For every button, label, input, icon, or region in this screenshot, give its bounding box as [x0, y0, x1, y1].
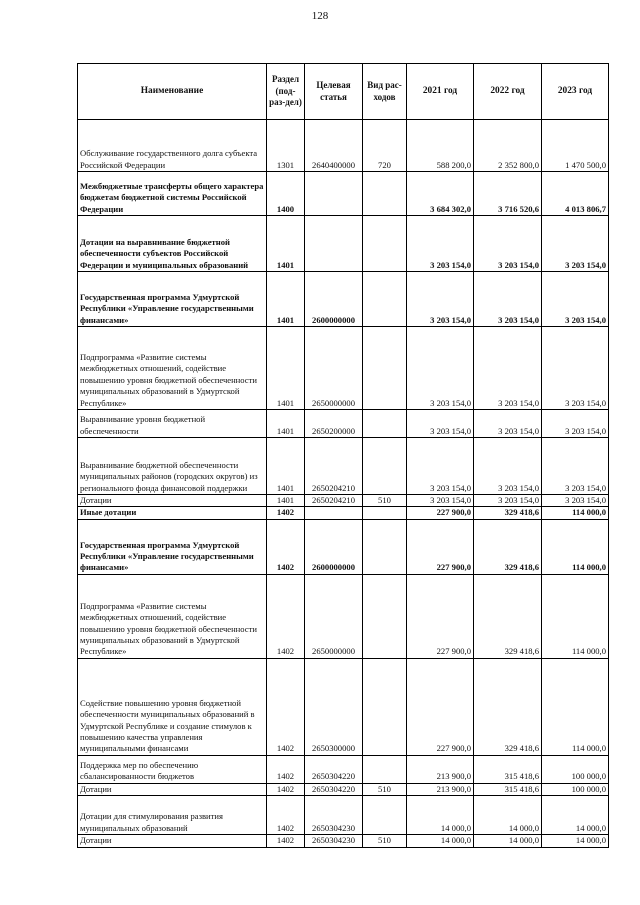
table-row	[78, 410, 609, 438]
table-row	[78, 658, 609, 755]
row-2021: 227 900,0	[407, 519, 474, 574]
row-name: Государственная программа Удмуртской Республики «Управление государственными финансами»	[78, 272, 267, 327]
row-expense-type	[363, 755, 407, 783]
header-target: Целевая статья	[305, 64, 363, 120]
row-section: 1402	[267, 658, 305, 755]
row-name: Обслуживание государственного долга субъекта Российской Федерации	[78, 120, 267, 172]
row-name: Поддержка мер по обеспечению сбалансированности бюджетов	[78, 755, 267, 783]
table-row	[78, 835, 609, 847]
row-2022: 3 203 154,0	[474, 495, 542, 507]
row-2021: 3 203 154,0	[407, 216, 474, 272]
row-name: Государственная программа Удмуртской Республики «Управление государственными финансами»	[78, 519, 267, 574]
row-section: 1301	[267, 120, 305, 172]
row-target: 2650200000	[305, 410, 363, 438]
row-2023: 3 203 154,0	[542, 410, 609, 438]
table-row	[78, 507, 609, 519]
row-expense-type	[363, 216, 407, 272]
table-row	[78, 172, 609, 216]
header-name: Наименование	[78, 64, 267, 120]
row-2021: 227 900,0	[407, 507, 474, 519]
row-expense-type	[363, 658, 407, 755]
row-2022: 14 000,0	[474, 835, 542, 847]
row-2021: 227 900,0	[407, 574, 474, 658]
row-2023: 100 000,0	[542, 755, 609, 783]
table-row	[78, 783, 609, 795]
row-name: Иные дотации	[78, 507, 267, 519]
row-expense-type	[363, 519, 407, 574]
row-expense-type: 720	[363, 120, 407, 172]
row-name: Подпрограмма «Развитие системы межбюджетных отношений, содействие повышению уровня бюджетной обеспеченности муниципальных образований в Удмуртской Республике»	[78, 327, 267, 410]
row-section: 1401	[267, 327, 305, 410]
row-target: 2600000000	[305, 519, 363, 574]
row-2021: 3 203 154,0	[407, 272, 474, 327]
header-2022: 2022 год	[474, 64, 542, 120]
row-section: 1402	[267, 835, 305, 847]
row-target: 2650300000	[305, 658, 363, 755]
row-target: 2600000000	[305, 272, 363, 327]
row-2023: 114 000,0	[542, 519, 609, 574]
row-section: 1400	[267, 172, 305, 216]
row-expense-type	[363, 574, 407, 658]
row-2021: 588 200,0	[407, 120, 474, 172]
row-target	[305, 507, 363, 519]
row-expense-type	[363, 507, 407, 519]
row-2022: 3 203 154,0	[474, 327, 542, 410]
row-section: 1402	[267, 783, 305, 795]
row-name: Содействие повышению уровня бюджетной обеспеченности муниципальных образований в Удмуртской Республике и создание стимулов к повышению качества управления муниципальными финансами	[78, 658, 267, 755]
row-2021: 3 203 154,0	[407, 495, 474, 507]
row-2023: 100 000,0	[542, 783, 609, 795]
row-2022: 3 203 154,0	[474, 438, 542, 495]
row-2021: 3 203 154,0	[407, 410, 474, 438]
row-2022: 2 352 800,0	[474, 120, 542, 172]
row-2021: 14 000,0	[407, 835, 474, 847]
row-2022: 329 418,6	[474, 519, 542, 574]
row-target: 2650000000	[305, 327, 363, 410]
row-2023: 3 203 154,0	[542, 327, 609, 410]
row-target	[305, 172, 363, 216]
header-expense-type: Вид рас-ходов	[363, 64, 407, 120]
row-2021: 213 900,0	[407, 783, 474, 795]
header-2023: 2023 год	[542, 64, 609, 120]
row-name: Дотации для стимулирования развития муниципальных образований	[78, 796, 267, 835]
row-name: Межбюджетные трансферты общего характера бюджетам бюджетной системы Российской Федерации	[78, 172, 267, 216]
row-2022: 329 418,6	[474, 507, 542, 519]
table-row	[78, 216, 609, 272]
row-2023: 114 000,0	[542, 507, 609, 519]
row-2023: 114 000,0	[542, 574, 609, 658]
row-2022: 3 716 520,6	[474, 172, 542, 216]
row-expense-type: 510	[363, 495, 407, 507]
table-row	[78, 438, 609, 495]
table-row	[78, 120, 609, 172]
row-target: 2650304230	[305, 796, 363, 835]
header-2021: 2021 год	[407, 64, 474, 120]
row-section: 1402	[267, 796, 305, 835]
row-target: 2650304220	[305, 755, 363, 783]
row-2023: 3 203 154,0	[542, 272, 609, 327]
row-expense-type	[363, 327, 407, 410]
row-2023: 1 470 500,0	[542, 120, 609, 172]
row-section: 1401	[267, 495, 305, 507]
table-body	[78, 120, 609, 848]
row-target: 2650304230	[305, 835, 363, 847]
row-name: Выравнивание бюджетной обеспеченности муниципальных районов (городских округов) из регионального фонда финансовой поддержки	[78, 438, 267, 495]
row-2023: 3 203 154,0	[542, 495, 609, 507]
row-name: Дотации	[78, 495, 267, 507]
row-section: 1401	[267, 438, 305, 495]
row-2022: 3 203 154,0	[474, 272, 542, 327]
row-2022: 3 203 154,0	[474, 410, 542, 438]
row-name: Дотации	[78, 835, 267, 847]
table-row	[78, 574, 609, 658]
row-name: Дотации	[78, 783, 267, 795]
header-section: Раздел (под-раз-дел)	[267, 64, 305, 120]
row-2022: 329 418,6	[474, 574, 542, 658]
row-section: 1402	[267, 755, 305, 783]
row-expense-type: 510	[363, 835, 407, 847]
row-2021: 14 000,0	[407, 796, 474, 835]
table-row	[78, 519, 609, 574]
row-expense-type	[363, 410, 407, 438]
row-section: 1402	[267, 574, 305, 658]
row-name: Выравнивание уровня бюджетной обеспеченности	[78, 410, 267, 438]
row-2023: 4 013 806,7	[542, 172, 609, 216]
page-number: 128	[311, 10, 329, 22]
row-2021: 3 203 154,0	[407, 327, 474, 410]
row-section: 1402	[267, 519, 305, 574]
table-row	[78, 495, 609, 507]
row-2023: 3 203 154,0	[542, 438, 609, 495]
table-row	[78, 272, 609, 327]
row-expense-type	[363, 272, 407, 327]
row-expense-type	[363, 796, 407, 835]
row-2021: 3 203 154,0	[407, 438, 474, 495]
row-target: 2650204210	[305, 495, 363, 507]
row-expense-type	[363, 438, 407, 495]
row-2023: 14 000,0	[542, 796, 609, 835]
row-2022: 14 000,0	[474, 796, 542, 835]
row-target: 2650304220	[305, 783, 363, 795]
budget-table	[77, 63, 609, 848]
table-row	[78, 755, 609, 783]
row-expense-type: 510	[363, 783, 407, 795]
row-2022: 329 418,6	[474, 658, 542, 755]
table-row	[78, 327, 609, 410]
row-section: 1401	[267, 272, 305, 327]
row-target: 2640400000	[305, 120, 363, 172]
row-2021: 213 900,0	[407, 755, 474, 783]
row-name: Дотации на выравнивание бюджетной обеспеченности субъектов Российской Федерации и муниципальных образований	[78, 216, 267, 272]
table-row	[78, 796, 609, 835]
row-2023: 114 000,0	[542, 658, 609, 755]
row-2021: 227 900,0	[407, 658, 474, 755]
row-2022: 3 203 154,0	[474, 216, 542, 272]
row-2023: 14 000,0	[542, 835, 609, 847]
row-section: 1401	[267, 216, 305, 272]
row-2022: 315 418,6	[474, 755, 542, 783]
row-target	[305, 216, 363, 272]
row-2021: 3 684 302,0	[407, 172, 474, 216]
row-section: 1401	[267, 410, 305, 438]
row-expense-type	[363, 172, 407, 216]
row-target: 2650204210	[305, 438, 363, 495]
row-2022: 315 418,6	[474, 783, 542, 795]
row-target: 2650000000	[305, 574, 363, 658]
row-2023: 3 203 154,0	[542, 216, 609, 272]
row-name: Подпрограмма «Развитие системы межбюджетных отношений, содействие повышению уровня бюджетной обеспеченности муниципальных образований в Удмуртской Республике»	[78, 574, 267, 658]
row-section: 1402	[267, 507, 305, 519]
table-header-row	[78, 64, 609, 120]
